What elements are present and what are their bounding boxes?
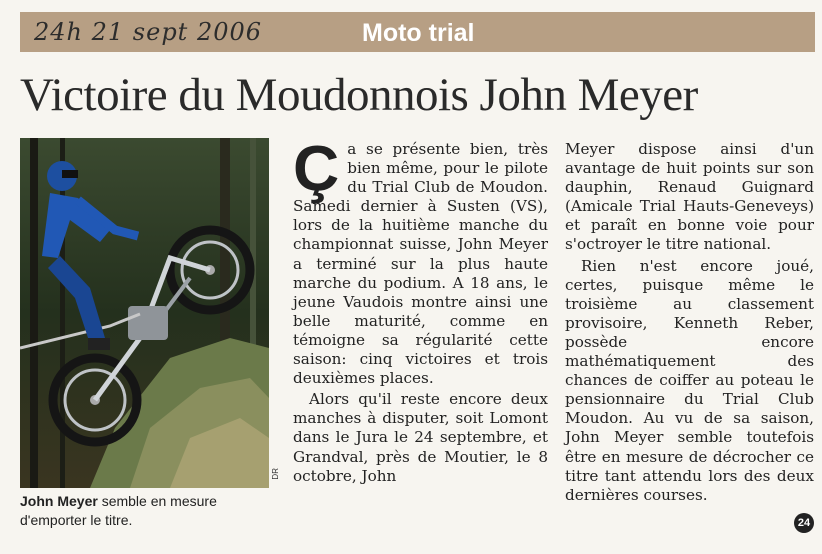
photo-caption: [20, 492, 275, 530]
article-column-2: [565, 140, 814, 505]
caption-name: John Meyer: [20, 493, 98, 509]
article-title: Victoire du Moudonnois John Meyer: [20, 69, 698, 121]
page-number-badge: 24: [794, 513, 814, 533]
article-photo: [20, 138, 269, 488]
article-column-1: [293, 132, 548, 486]
paragraph-4: Rien n'est encore joué, certes, puisque même le troisième au classement provisoire, Kenneth Reber, possède encore mathématiquement des chances de coiffer au poteau le pensionnaire du Trial Club Moudon. Au vu de sa saison, John Meyer semble toutefois être en mesure de décrocher ce titre tant attendu lors des deux dernières courses.: [565, 256, 814, 504]
caption-text: semble en mesure d'emporter le titre.: [20, 493, 217, 528]
paragraph-1: [293, 132, 548, 388]
paragraph-3: Meyer dispose ainsi d'un avantage de huit points sur son dauphin, Renaud Guignard (Amicale Trial Hauts-Geneveys) et paraît en bonne voie pour s'octroyer le titre national.: [565, 140, 814, 254]
section-label: Moto trial: [362, 19, 475, 47]
photo-credit: DR: [271, 468, 280, 480]
drop-cap: Ç: [293, 132, 340, 204]
handwritten-date-note: 24h 21 sept 2006: [34, 18, 263, 46]
paragraph-2: Alors qu'il reste encore deux manches à disputer, soit Lomont dans le Jura le 24 septembre, et Grandval, près de Moutier, le 8 octobre, John: [293, 390, 548, 485]
trial-rider-illustration: [20, 138, 269, 488]
paragraph-1-text: a se présente bien, très bien même, pour le pilote du Trial Club de Moudon. Samedi dernier à Susten (VS), lors de la huitième manche du championnat suisse, John Meyer a terminé sur la plus haute marche du podium. A 18 ans, le jeune Vaudois montre ainsi une belle maturité, comme en témoigne sa régularité cette saison: cinq victoires et trois deuxièmes places.: [293, 140, 548, 388]
